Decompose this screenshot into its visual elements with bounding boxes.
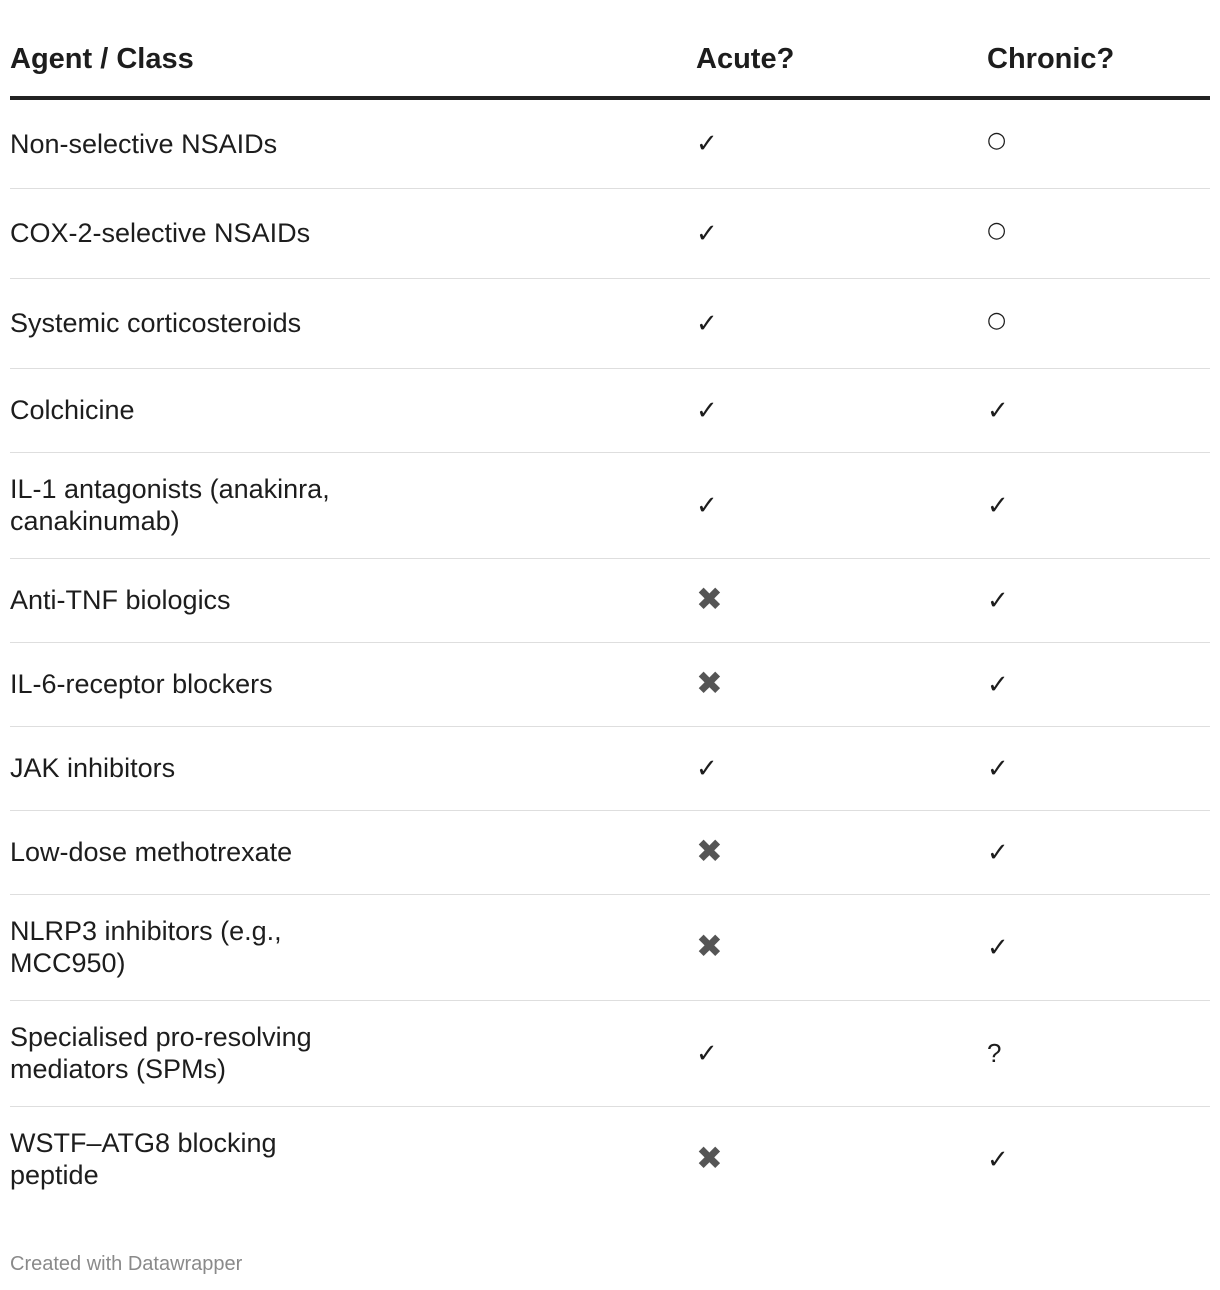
chronic-cell xyxy=(987,642,1210,726)
agent-cell: Non-selective NSAIDs xyxy=(10,98,696,188)
cross-icon: ✖ xyxy=(696,664,723,702)
acute-cell xyxy=(696,452,987,558)
agent-cell: Specialised pro-resolving mediators (SPMs) xyxy=(10,1000,696,1106)
check-icon: ✓ xyxy=(696,129,718,160)
agent-cell: COX-2-selective NSAIDs xyxy=(10,188,696,278)
check-icon: ✓ xyxy=(987,669,1009,700)
chronic-cell xyxy=(987,98,1210,188)
table-row xyxy=(10,368,1210,452)
check-icon: ✓ xyxy=(696,218,718,249)
acute-cell xyxy=(696,558,987,642)
acute-cell xyxy=(696,98,987,188)
acute-cell xyxy=(696,1106,987,1212)
table-row xyxy=(10,452,1210,558)
check-icon: ✓ xyxy=(987,395,1009,426)
check-icon: ✓ xyxy=(696,308,718,339)
table-row xyxy=(10,558,1210,642)
chronic-cell xyxy=(987,278,1210,368)
header-acute[interactable]: Acute? xyxy=(696,0,987,98)
agent-cell: IL-6-receptor blockers xyxy=(10,642,696,726)
check-icon: ✓ xyxy=(987,753,1009,784)
chronic-cell xyxy=(987,188,1210,278)
check-icon: ✓ xyxy=(987,1144,1009,1175)
chronic-cell xyxy=(987,894,1210,1000)
question-icon: ? xyxy=(987,1038,1002,1068)
header-row xyxy=(10,0,1210,98)
table-row xyxy=(10,1000,1210,1106)
table-row xyxy=(10,188,1210,278)
agent-cell: JAK inhibitors xyxy=(10,726,696,810)
acute-cell xyxy=(696,642,987,726)
table-row xyxy=(10,894,1210,1000)
acute-cell xyxy=(696,278,987,368)
datawrapper-credit[interactable]: Created with Datawrapper xyxy=(10,1253,243,1275)
check-icon: ✓ xyxy=(696,1038,718,1069)
table-row xyxy=(10,1106,1210,1212)
agents-table xyxy=(10,0,1210,1212)
acute-cell xyxy=(696,368,987,452)
agent-cell: Anti-TNF biologics xyxy=(10,558,696,642)
table-row xyxy=(10,726,1210,810)
check-icon: ✓ xyxy=(987,837,1009,868)
table-row xyxy=(10,278,1210,368)
agent-cell: Systemic corticosteroids xyxy=(10,278,696,368)
chronic-cell xyxy=(987,810,1210,894)
chronic-cell xyxy=(987,368,1210,452)
cross-icon: ✖ xyxy=(696,927,723,965)
table-row xyxy=(10,642,1210,726)
check-icon: ✓ xyxy=(696,395,718,426)
chronic-cell xyxy=(987,452,1210,558)
check-icon: ✓ xyxy=(987,490,1009,521)
table-row xyxy=(10,810,1210,894)
chronic-cell xyxy=(987,1000,1210,1106)
agent-cell: IL-1 antagonists (anakinra, canakinumab) xyxy=(10,452,696,558)
header-agent[interactable]: Agent / Class xyxy=(10,0,696,98)
chronic-cell xyxy=(987,1106,1210,1212)
acute-cell xyxy=(696,188,987,278)
check-icon: ✓ xyxy=(987,585,1009,616)
agent-cell: NLRP3 inhibitors (e.g., MCC950) xyxy=(10,894,696,1000)
chronic-cell xyxy=(987,558,1210,642)
table-row xyxy=(10,98,1210,188)
circle-icon: ○ xyxy=(987,128,1007,154)
acute-cell xyxy=(696,810,987,894)
check-icon: ✓ xyxy=(987,932,1009,963)
agent-cell: Low-dose methotrexate xyxy=(10,810,696,894)
circle-icon: ○ xyxy=(987,307,1007,333)
table-container xyxy=(10,0,1210,1275)
check-icon: ✓ xyxy=(696,753,718,784)
acute-cell xyxy=(696,726,987,810)
chronic-cell xyxy=(987,726,1210,810)
circle-icon: ○ xyxy=(987,217,1007,243)
check-icon: ✓ xyxy=(696,490,718,521)
cross-icon: ✖ xyxy=(696,580,723,618)
acute-cell xyxy=(696,1000,987,1106)
agent-cell: Colchicine xyxy=(10,368,696,452)
agent-cell: WSTF–ATG8 blocking peptide xyxy=(10,1128,277,1191)
cross-icon: ✖ xyxy=(696,1139,723,1178)
acute-cell xyxy=(696,894,987,1000)
cross-icon: ✖ xyxy=(696,832,723,870)
header-chronic[interactable]: Chronic? xyxy=(987,0,1210,98)
